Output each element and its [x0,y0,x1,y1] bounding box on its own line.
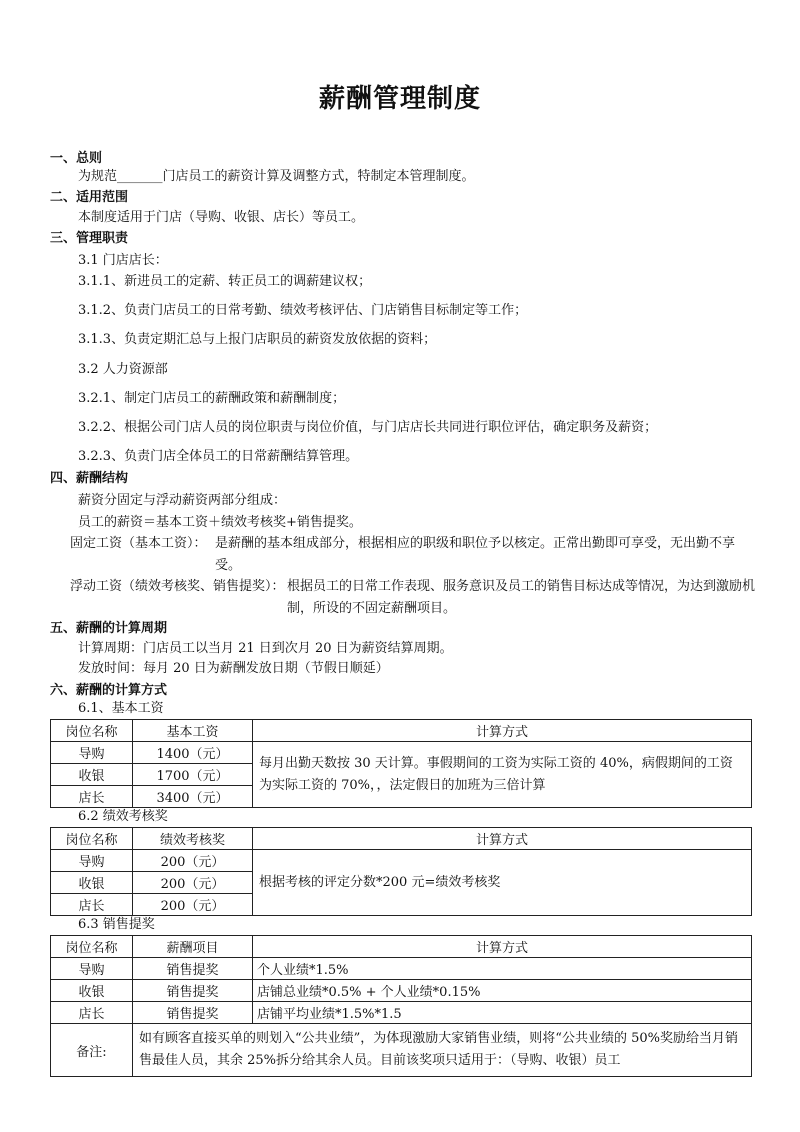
section-2-heading: 二、适用范围 [50,190,129,205]
fixed-salary-text: 是薪酬的基本组成部分，根据相应的职级和职位予以核定。正常出勤即可享受，无出勤不享受。 [215,536,736,573]
table-1-caption: 6.1、基本工资 [78,701,164,716]
section-3-item: 3.1 门店店长： [78,253,168,268]
header-cell: 基本工资 [133,720,253,742]
section-4-line2: 员工的薪资＝基本工资＋绩效考核奖+销售提奖。 [78,515,362,530]
amount-cell: 200（元） [133,872,253,894]
table-row [51,958,752,980]
section-4-heading: 四、薪酬结构 [50,471,129,486]
section-6-heading: 六、薪酬的计算方式 [50,683,168,698]
header-cell: 计算方式 [253,828,752,850]
position-cell: 导购 [51,850,133,872]
item-cell: 销售提奖 [133,980,253,1002]
amount-cell: 1700（元） [133,764,253,786]
section-5-line2: 发放时间：每月 20 日为薪酬发放日期（节假日顺延） [78,661,389,676]
header-cell: 绩效考核奖 [133,828,253,850]
section-5-heading: 五、薪酬的计算周期 [50,621,168,636]
header-cell: 计算方式 [253,936,752,958]
header-cell: 岗位名称 [51,828,133,850]
section-3-item: 3.2.2、根据公司门店人员的岗位职责与岗位价值，与门店店长共同进行职位评估，确定职务及薪资； [78,420,658,435]
amount-cell: 3400（元） [133,786,253,808]
position-cell: 导购 [51,958,133,980]
method-cell: 个人业绩*1.5% [253,958,752,980]
position-cell: 收银 [51,764,133,786]
section-2-text: 本制度适用于门店（导购、收银、店长）等员工。 [78,210,365,225]
section-4-line1: 薪资分固定与浮动薪资两部分组成： [78,493,287,508]
table-header-row [51,720,752,742]
section-3-item: 3.2.3、负责门店全体员工的日常薪酬结算管理。 [78,449,359,464]
fixed-salary-label: 固定工资（基本工资）： [70,536,207,551]
section-3-heading: 三、管理职责 [50,231,129,246]
amount-cell: 200（元） [133,894,253,916]
header-cell: 计算方式 [253,720,752,742]
section-3-item: 3.2.1、制定门店员工的薪酬政策和薪酬制度； [78,391,346,406]
performance-bonus-table [50,827,752,916]
table-row [51,1002,752,1024]
table-header-row [51,828,752,850]
item-cell: 销售提奖 [133,1002,253,1024]
table-3-caption: 6.3 销售提奖 [78,917,155,932]
section-3-item: 3.1.1、新进员工的定薪、转正员工的调薪建议权； [78,274,372,289]
header-cell: 岗位名称 [51,720,133,742]
method-cell: 店铺平均业绩*1.5%*1.5 [253,1002,752,1024]
amount-cell: 1400（元） [133,742,253,764]
document-title: 薪酬管理制度 [318,84,481,114]
position-cell: 收银 [51,980,133,1002]
table-row [51,980,752,1002]
section-5-line1: 计算周期：门店员工以当月 21 日到次月 20 日为薪资结算周期。 [78,641,453,656]
header-cell: 薪酬项目 [133,936,253,958]
note-label-cell: 备注: [51,1024,133,1077]
float-salary-text: 根据员工的日常工作表现、服务意识及员工的销售目标达成等情况，为达到激励机制，所设的不固定薪酬项目。 [287,579,756,616]
position-cell: 导购 [51,742,133,764]
position-cell: 收银 [51,872,133,894]
table-row [51,742,752,764]
method-cell: 根据考核的评定分数*200 元=绩效考核奖 [253,850,752,916]
section-1-text: 为规范_______门店员工的薪资计算及调整方式，特制定本管理制度。 [78,169,475,184]
item-cell: 销售提奖 [133,958,253,980]
position-cell: 店长 [51,786,133,808]
section-1-heading: 一、总则 [50,151,103,166]
sales-commission-table [50,935,752,1077]
table-header-row [51,936,752,958]
header-cell: 岗位名称 [51,936,133,958]
amount-cell: 200（元） [133,850,253,872]
table-row [51,850,752,872]
section-3-item: 3.2 人力资源部 [78,362,168,377]
position-cell: 店长 [51,894,133,916]
section-3-item: 3.1.3、负责定期汇总与上报门店职员的薪资发放依据的资料； [78,332,437,347]
float-salary-label: 浮动工资（绩效考核奖、销售提奖）： [70,579,285,594]
method-cell: 每月出勤天数按 30 天计算。事假期间的工资为实际工资的 40%，病假期间的工资为实际工资的 70%，，法定假日的加班为三倍计算 [253,742,752,808]
section-3-item: 3.1.2、负责门店员工的日常考勤、绩效考核评估、门店销售目标制定等工作； [78,303,528,318]
table-row-note [51,1024,752,1077]
method-cell: 店铺总业绩*0.5% + 个人业绩*0.15% [253,980,752,1002]
basic-salary-table [50,719,752,808]
table-2-caption: 6.2 绩效考核奖 [78,809,168,824]
position-cell: 店长 [51,1002,133,1024]
note-text-cell: 如有顾客直接买单的则划入“公共业绩”，为体现激励大家销售业绩，则将“公共业绩的 50%奖励给当月销售最佳人员，其余 25%拆分给其余人员。目前该奖项只适用于：（导购、收银）员工 [133,1024,752,1077]
